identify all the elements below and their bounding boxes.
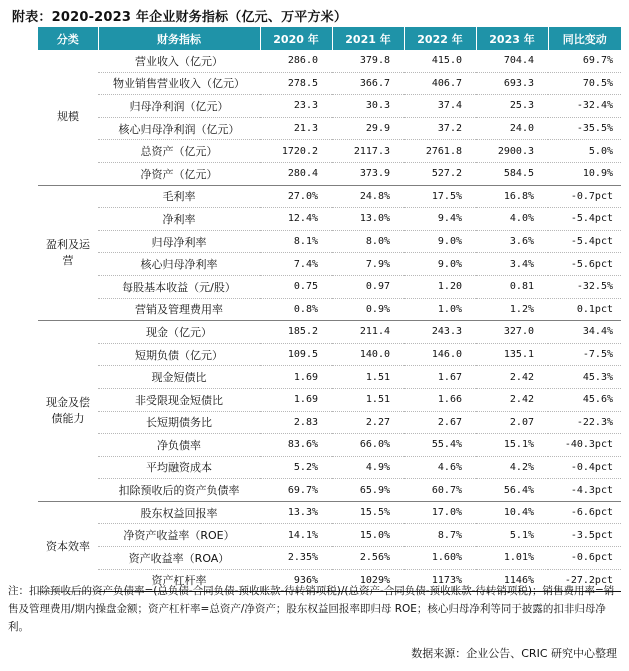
value-2020: 185.2	[260, 321, 332, 344]
value-yoy: 5.0%	[548, 140, 621, 163]
value-2020: 109.5	[260, 343, 332, 366]
value-2020: 13.3%	[260, 501, 332, 524]
value-2023: 3.6%	[476, 230, 548, 253]
table-row	[38, 411, 621, 434]
category-cell: 盈利及运营	[38, 185, 98, 321]
value-2023: 693.3	[476, 72, 548, 95]
value-2023: 2.07	[476, 411, 548, 434]
table-row	[38, 524, 621, 547]
value-2021: 0.97	[332, 275, 404, 298]
table-row	[38, 321, 621, 344]
value-2021: 29.9	[332, 117, 404, 140]
value-2020: 286.0	[260, 50, 332, 72]
value-yoy: 10.9%	[548, 162, 621, 185]
financial-indicators-table	[38, 27, 621, 592]
header-2021: 2021 年	[332, 27, 404, 50]
value-2021: 1029%	[332, 569, 404, 592]
value-2021: 2117.3	[332, 140, 404, 163]
table-row	[38, 230, 621, 253]
table-row	[38, 253, 621, 276]
value-2022: 406.7	[404, 72, 476, 95]
value-2022: 9.0%	[404, 230, 476, 253]
header-yoy: 同比变动	[548, 27, 621, 50]
value-2021: 65.9%	[332, 479, 404, 502]
indicator-name: 资产收益率（ROA）	[98, 547, 260, 570]
value-2023: 2.42	[476, 388, 548, 411]
value-2020: 83.6%	[260, 434, 332, 457]
value-2021: 373.9	[332, 162, 404, 185]
value-2023: 3.4%	[476, 253, 548, 276]
value-2022: 1.67	[404, 366, 476, 389]
value-2020: 1.69	[260, 388, 332, 411]
table-row	[38, 434, 621, 457]
value-2021: 379.8	[332, 50, 404, 72]
table-row	[38, 95, 621, 118]
value-2022: 1173%	[404, 569, 476, 592]
indicator-name: 营业收入（亿元）	[98, 50, 260, 72]
table-row	[38, 501, 621, 524]
table-row	[38, 366, 621, 389]
value-2020: 278.5	[260, 72, 332, 95]
value-2021: 24.8%	[332, 185, 404, 208]
value-2020: 1.69	[260, 366, 332, 389]
indicator-name: 物业销售营业收入（亿元）	[98, 72, 260, 95]
value-2023: 135.1	[476, 343, 548, 366]
value-2021: 8.0%	[332, 230, 404, 253]
value-2022: 4.6%	[404, 456, 476, 479]
value-2022: 2761.8	[404, 140, 476, 163]
indicator-name: 资产杠杆率	[98, 569, 260, 592]
value-2023: 584.5	[476, 162, 548, 185]
table-row	[38, 343, 621, 366]
table-row	[38, 547, 621, 570]
value-2021: 1.51	[332, 366, 404, 389]
value-2021: 0.9%	[332, 298, 404, 321]
value-2022: 55.4%	[404, 434, 476, 457]
value-2022: 243.3	[404, 321, 476, 344]
indicator-name: 净负债率	[98, 434, 260, 457]
table-row	[38, 117, 621, 140]
value-yoy: -4.3pct	[548, 479, 621, 502]
indicator-name: 长短期债务比	[98, 411, 260, 434]
value-2022: 17.5%	[404, 185, 476, 208]
value-2020: 0.8%	[260, 298, 332, 321]
value-yoy: -3.5pct	[548, 524, 621, 547]
value-2023: 25.3	[476, 95, 548, 118]
value-yoy: -40.3pct	[548, 434, 621, 457]
indicator-name: 短期负债（亿元）	[98, 343, 260, 366]
table-row	[38, 162, 621, 185]
category-cell: 规模	[38, 50, 98, 185]
value-2023: 16.8%	[476, 185, 548, 208]
value-yoy: -27.2pct	[548, 569, 621, 592]
table-row	[38, 50, 621, 72]
header-2023: 2023 年	[476, 27, 548, 50]
category-cell: 资本效率	[38, 501, 98, 591]
value-2023: 10.4%	[476, 501, 548, 524]
value-2022: 415.0	[404, 50, 476, 72]
value-2022: 1.60%	[404, 547, 476, 570]
value-2022: 9.0%	[404, 253, 476, 276]
value-2023: 327.0	[476, 321, 548, 344]
value-2021: 7.9%	[332, 253, 404, 276]
indicator-name: 核心归母净利润（亿元）	[98, 117, 260, 140]
value-2020: 0.75	[260, 275, 332, 298]
data-source: 数据来源：企业公告、CRIC 研究中心整理	[411, 647, 617, 660]
value-2023: 0.81	[476, 275, 548, 298]
indicator-name: 核心归母净利率	[98, 253, 260, 276]
value-yoy: 45.3%	[548, 366, 621, 389]
value-yoy: 45.6%	[548, 388, 621, 411]
table-row	[38, 298, 621, 321]
value-2021: 2.56%	[332, 547, 404, 570]
value-2022: 37.4	[404, 95, 476, 118]
value-yoy: -6.6pct	[548, 501, 621, 524]
indicator-name: 净资产收益率（ROE）	[98, 524, 260, 547]
value-yoy: -32.5%	[548, 275, 621, 298]
value-2021: 66.0%	[332, 434, 404, 457]
value-2020: 12.4%	[260, 208, 332, 231]
table-row	[38, 208, 621, 231]
value-2023: 4.0%	[476, 208, 548, 231]
table-body	[38, 50, 621, 592]
value-yoy: -0.7pct	[548, 185, 621, 208]
indicator-name: 归母净利润（亿元）	[98, 95, 260, 118]
indicator-name: 非受限现金短债比	[98, 388, 260, 411]
indicator-name: 总资产（亿元）	[98, 140, 260, 163]
value-yoy: -35.5%	[548, 117, 621, 140]
value-2020: 2.35%	[260, 547, 332, 570]
value-yoy: 69.7%	[548, 50, 621, 72]
value-2021: 4.9%	[332, 456, 404, 479]
value-2023: 56.4%	[476, 479, 548, 502]
value-yoy: 34.4%	[548, 321, 621, 344]
value-2022: 8.7%	[404, 524, 476, 547]
value-2020: 21.3	[260, 117, 332, 140]
value-2020: 2.83	[260, 411, 332, 434]
value-2021: 15.0%	[332, 524, 404, 547]
value-yoy: -0.6pct	[548, 547, 621, 570]
indicator-name: 营销及管理费用率	[98, 298, 260, 321]
value-2021: 140.0	[332, 343, 404, 366]
indicator-name: 毛利率	[98, 185, 260, 208]
value-2021: 366.7	[332, 72, 404, 95]
value-2023: 1146%	[476, 569, 548, 592]
value-yoy: 0.1pct	[548, 298, 621, 321]
indicator-name: 扣除预收后的资产负债率	[98, 479, 260, 502]
value-2020: 936%	[260, 569, 332, 592]
indicator-name: 净利率	[98, 208, 260, 231]
value-2023: 2.42	[476, 366, 548, 389]
value-2023: 1.01%	[476, 547, 548, 570]
value-2022: 37.2	[404, 117, 476, 140]
value-2023: 4.2%	[476, 456, 548, 479]
value-2020: 5.2%	[260, 456, 332, 479]
value-2021: 30.3	[332, 95, 404, 118]
indicator-name: 每股基本收益（元/股）	[98, 275, 260, 298]
value-2022: 1.0%	[404, 298, 476, 321]
value-2020: 280.4	[260, 162, 332, 185]
value-2021: 211.4	[332, 321, 404, 344]
value-yoy: -5.6pct	[548, 253, 621, 276]
header-row	[38, 27, 621, 50]
table-row	[38, 456, 621, 479]
value-2021: 1.51	[332, 388, 404, 411]
indicator-name: 平均融资成本	[98, 456, 260, 479]
value-2022: 2.67	[404, 411, 476, 434]
value-2022: 17.0%	[404, 501, 476, 524]
indicator-name: 净资产（亿元）	[98, 162, 260, 185]
table-row	[38, 388, 621, 411]
value-2022: 146.0	[404, 343, 476, 366]
value-yoy: 70.5%	[548, 72, 621, 95]
header-2020: 2020 年	[260, 27, 332, 50]
category-cell: 现金及偿债能力	[38, 321, 98, 502]
value-2020: 1720.2	[260, 140, 332, 163]
value-yoy: -5.4pct	[548, 230, 621, 253]
value-yoy: -22.3%	[548, 411, 621, 434]
value-2020: 7.4%	[260, 253, 332, 276]
value-2022: 1.66	[404, 388, 476, 411]
header-category: 分类	[38, 27, 98, 50]
value-2022: 1.20	[404, 275, 476, 298]
value-2023: 24.0	[476, 117, 548, 140]
value-2023: 15.1%	[476, 434, 548, 457]
value-2020: 14.1%	[260, 524, 332, 547]
value-yoy: -32.4%	[548, 95, 621, 118]
value-2020: 8.1%	[260, 230, 332, 253]
value-2020: 23.3	[260, 95, 332, 118]
table-row	[38, 72, 621, 95]
value-2021: 13.0%	[332, 208, 404, 231]
indicator-name: 现金（亿元）	[98, 321, 260, 344]
value-2023: 1.2%	[476, 298, 548, 321]
value-2022: 9.4%	[404, 208, 476, 231]
table-row	[38, 275, 621, 298]
value-2023: 2900.3	[476, 140, 548, 163]
value-2023: 5.1%	[476, 524, 548, 547]
value-yoy: -7.5%	[548, 343, 621, 366]
header-indicator: 财务指标	[98, 27, 260, 50]
value-2020: 27.0%	[260, 185, 332, 208]
value-2023: 704.4	[476, 50, 548, 72]
value-2021: 15.5%	[332, 501, 404, 524]
indicator-name: 归母净利率	[98, 230, 260, 253]
table-row	[38, 185, 621, 208]
value-2022: 60.7%	[404, 479, 476, 502]
header-2022: 2022 年	[404, 27, 476, 50]
table-row	[38, 140, 621, 163]
value-yoy: -0.4pct	[548, 456, 621, 479]
value-2020: 69.7%	[260, 479, 332, 502]
table-title: 附表：2020-2023 年企业财务指标（亿元、万平方米）	[12, 10, 348, 25]
value-2021: 2.27	[332, 411, 404, 434]
footnote: 注：扣除预收后的资产负债率=(总负债-合同负债-预收账款-待转销项税)/(总资产-合同负债-预收账款-待转销项税)；销售费用率=销售及管理费用/期内操盘金额；资产杠杆率=总资产/净资产；股东权益回报率即归母 ROE；核心归母净利等同于披露的扣非归母净利。	[8, 585, 615, 633]
value-yoy: -5.4pct	[548, 208, 621, 231]
indicator-name: 现金短债比	[98, 366, 260, 389]
value-2022: 527.2	[404, 162, 476, 185]
table-row	[38, 479, 621, 502]
indicator-name: 股东权益回报率	[98, 501, 260, 524]
